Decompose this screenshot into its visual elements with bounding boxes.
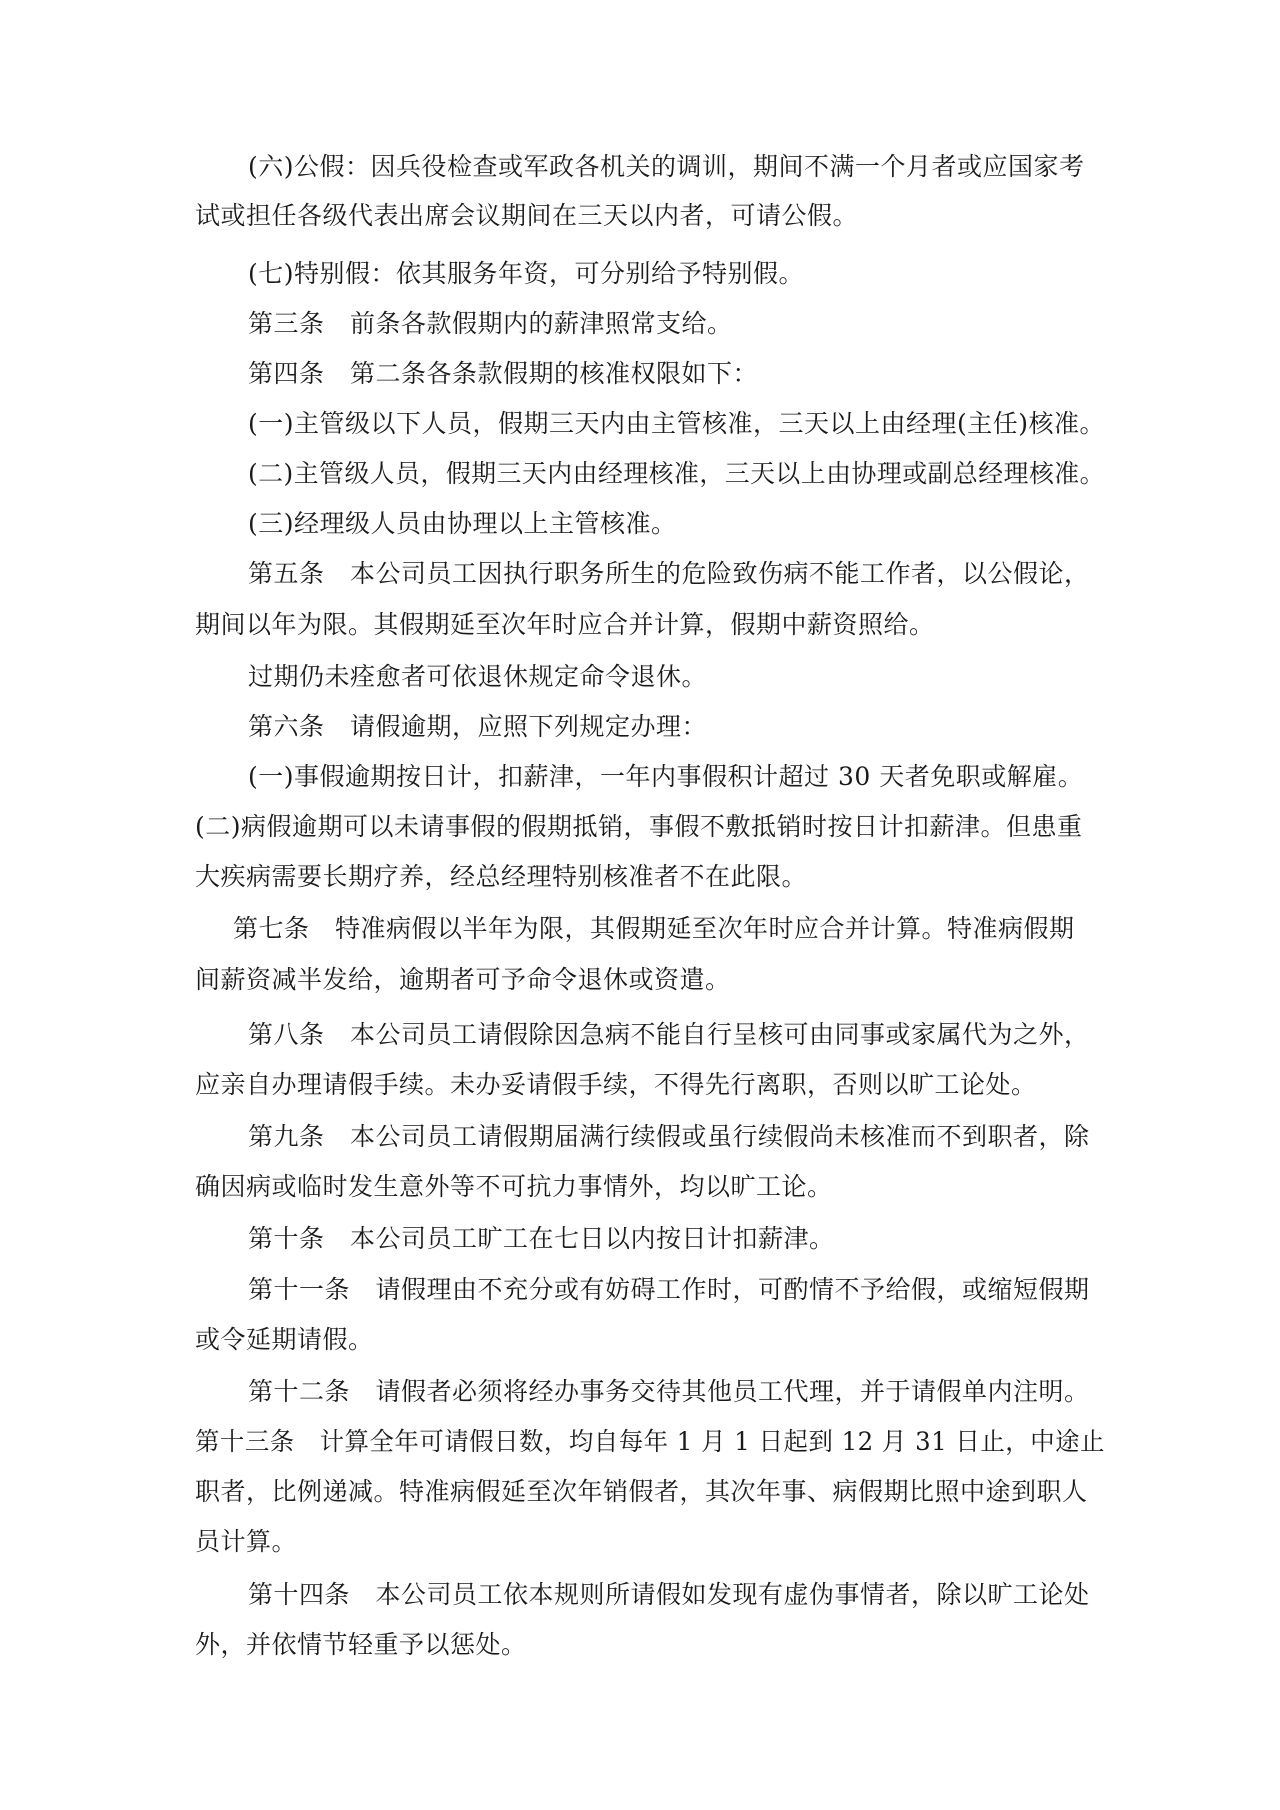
text-line: (二)主管级人员，假期三天内由经理核准，三天以上由协理或副总经理核准。 [248,459,1106,488]
text-line: (一)主管级以下人员，假期三天内由主管核准，三天以上由经理(主任)核准。 [248,409,1106,438]
text-line: 试或担任各级代表出席会议期间在三天以内者，可请公假。 [195,201,859,230]
text-line: 或令延期请假。 [195,1325,374,1354]
text-line: 第五条 本公司员工因执行职务所生的危险致伤病不能工作者，以公假论， [248,559,1090,588]
text-line: 第三条 前条各款假期内的薪津照常支给。 [248,309,733,338]
text-line: (七)特别假：依其服务年资，可分别给予特别假。 [248,259,805,288]
text-line: 应亲自办理请假手续。未办妥请假手续，不得先行离职，否则以旷工论处。 [195,1070,1037,1099]
text-line: 第十四条 本公司员工依本规则所请假如发现有虚伪事情者，除以旷工论处 [248,1580,1090,1609]
text-line: 第七条 特准病假以半年为限，其假期延至次年时应合并计算。特准病假期 [233,914,1075,943]
text-line: 第九条 本公司员工请假期届满行续假或虽行续假尚未核准而不到职者，除 [248,1122,1090,1151]
text-line: 间薪资减半发给，逾期者可予命令退休或资遣。 [195,965,731,994]
text-line: 第十条 本公司员工旷工在七日以内按日计扣薪津。 [248,1224,835,1253]
text-line: 过期仍未痊愈者可依退休规定命令退休。 [248,662,708,691]
text-line: 员计算。 [195,1527,298,1556]
text-line: 期间以年为限。其假期延至次年时应合并计算，假期中薪资照给。 [195,610,935,639]
text-line: 大疾病需要长期疗养，经总经理特别核准者不在此限。 [195,862,808,891]
text-line: 第四条 第二条各条款假期的核准权限如下： [248,359,759,388]
text-line: 职者，比例递减。特准病假延至次年销假者，其次年事、病假期比照中途到职人 [195,1477,1088,1506]
text-line: 第十三条 计算全年可请假日数，均自每年 1 月 1 日起到 12 月 31 日止，中途止 [195,1427,1105,1456]
text-line: 第八条 本公司员工请假除因急病不能自行呈核可由同事或家属代为之外， [248,1020,1090,1049]
text-line: 外，并依情节轻重予以惩处。 [195,1630,527,1659]
text-line: (三)经理级人员由协理以上主管核准。 [248,509,677,538]
text-line: 第六条 请假逾期，应照下列规定办理： [248,712,708,741]
text-line: (二)病假逾期可以未请事假的假期抵销，事假不敷抵销时按日计扣薪津。但患重 [195,812,1083,841]
text-line: 第十二条 请假者必须将经办事务交待其他员工代理，并于请假单内注明。 [248,1377,1090,1406]
text-line: (一)事假逾期按日计，扣薪津，一年内事假积计超过 30 天者免职或解雇。 [248,762,1084,791]
text-line: 第十一条 请假理由不充分或有妨碍工作时，可酌情不予给假，或缩短假期 [248,1275,1090,1304]
text-line: (六)公假：因兵役检查或军政各机关的调训，期间不满一个月者或应国家考 [248,152,1085,181]
text-line: 确因病或临时发生意外等不可抗力事情外，均以旷工论。 [195,1172,833,1201]
